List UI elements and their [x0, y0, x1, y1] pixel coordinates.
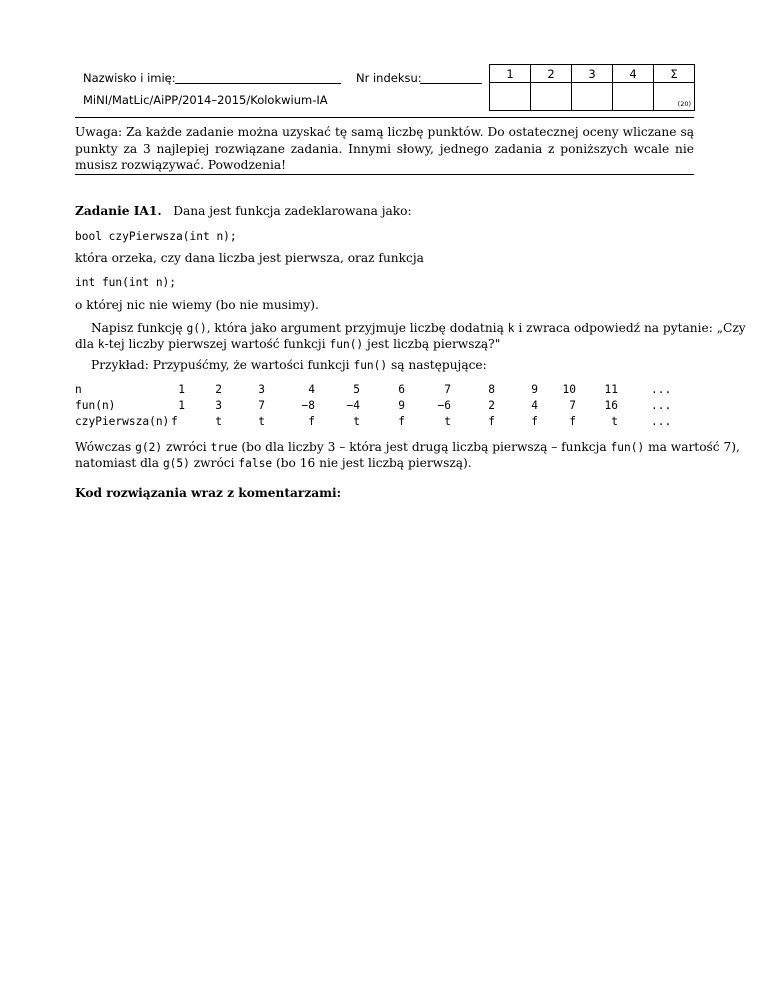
index-field[interactable]	[420, 83, 482, 84]
row-label-czypierwsza: czyPierwsza(n)	[75, 415, 170, 428]
bottom-rule	[75, 174, 694, 175]
table-cell: t	[215, 415, 222, 428]
table-cell: f	[308, 415, 315, 428]
table-cell: 3	[215, 399, 222, 412]
score-header-sum: Σ	[654, 65, 695, 83]
table-cell: 4	[531, 399, 538, 412]
table-cell: −6	[437, 399, 451, 412]
table-cell: 9	[398, 399, 405, 412]
table-cell: 6	[398, 383, 405, 396]
score-cell-3[interactable]	[572, 83, 613, 111]
table-cell: −8	[301, 399, 315, 412]
values-table	[75, 382, 694, 430]
result-line-2: natomiast dla g(5) zwróci false (bo 16 nie jest liczbą pierwszą).	[75, 456, 472, 470]
example-line: Przykład: Przypuśćmy, że wartości funkcji fun() są następujące:	[91, 358, 487, 372]
table-cell: f	[398, 415, 405, 428]
score-header-1: 1	[490, 65, 531, 83]
table-cell: ...	[651, 415, 672, 428]
table-cell: f	[569, 415, 576, 428]
table-cell: t	[444, 415, 451, 428]
task-desc1: która orzeka, czy dana liczba jest pierwsza, oraz funkcja	[75, 251, 424, 265]
task-title: Zadanie IA1.	[75, 204, 162, 218]
task-desc2: o której nic nie wiemy (bo nie musimy).	[75, 298, 319, 312]
score-cell-2[interactable]	[531, 83, 572, 111]
table-cell: 10	[562, 383, 576, 396]
table-cell: t	[611, 415, 618, 428]
table-cell: 9	[531, 383, 538, 396]
note-text: Uwaga: Za każde zadanie można uzyskać tę samą liczbę punktów. Do ostatecznej oceny wliczane są punkty za 3 najlepiej rozwiązane zadania. Innymi słowy, jednego zadania z poniższych wcale nie musisz rozwiązywać. Powodzenia!	[75, 125, 694, 172]
row-label-fun: fun(n)	[75, 399, 116, 412]
name-label: Nazwisko i imię:	[83, 71, 176, 85]
table-cell: 2	[215, 383, 222, 396]
table-cell: f	[171, 415, 178, 428]
solution-area[interactable]	[75, 505, 694, 945]
name-field[interactable]	[175, 83, 341, 84]
table-cell: −4	[346, 399, 360, 412]
table-cell: 11	[604, 383, 618, 396]
score-table	[489, 64, 695, 111]
table-cell: 2	[488, 399, 495, 412]
task-intro-line	[75, 203, 412, 219]
course-code: MiNI/MatLic/AiPP/2014–2015/Kolokwium-IA	[83, 93, 328, 107]
instruction-line-1: Napisz funkcję g(), która jako argument przyjmuje liczbę dodatnią k i zwraca odpowiedź na pytanie: „Czy	[91, 321, 746, 335]
table-cell: 1	[178, 383, 185, 396]
decl-czypierwsza: bool czyPierwsza(int n);	[75, 230, 237, 243]
result-line-1: Wówczas g(2) zwróci true (bo dla liczby 3 – która jest drugą liczbą pierwszą – funkcja fun() ma wartość 7),	[75, 440, 740, 454]
task-intro: Dana jest funkcja zadeklarowana jako:	[173, 204, 412, 218]
row-label-n: n	[75, 383, 82, 396]
table-cell: 7	[258, 399, 265, 412]
instruction-line-2: dla k-tej liczby pierwszej wartość funkcji fun() jest liczbą pierwszą?"	[75, 337, 501, 351]
index-label: Nr indeksu:	[356, 71, 422, 85]
table-cell: t	[353, 415, 360, 428]
table-cell: 5	[353, 383, 360, 396]
table-cell: ...	[651, 383, 672, 396]
table-cell: f	[531, 415, 538, 428]
table-cell: 4	[308, 383, 315, 396]
table-cell: 16	[604, 399, 618, 412]
top-rule	[75, 117, 694, 118]
score-cell-sum[interactable]	[654, 83, 695, 111]
score-header-3: 3	[572, 65, 613, 83]
table-cell: f	[488, 415, 495, 428]
table-cell: t	[258, 415, 265, 428]
max-points: (20)	[677, 100, 691, 108]
score-header-4: 4	[613, 65, 654, 83]
solution-heading: Kod rozwiązania wraz z komentarzami:	[75, 486, 342, 500]
table-cell: 1	[178, 399, 185, 412]
score-header-2: 2	[531, 65, 572, 83]
table-cell: 8	[488, 383, 495, 396]
decl-fun: int fun(int n);	[75, 276, 177, 289]
score-cell-1[interactable]	[490, 83, 531, 111]
table-cell: 7	[569, 399, 576, 412]
table-cell: 3	[258, 383, 265, 396]
table-cell: 7	[444, 383, 451, 396]
score-cell-4[interactable]	[613, 83, 654, 111]
table-cell: ...	[651, 399, 672, 412]
